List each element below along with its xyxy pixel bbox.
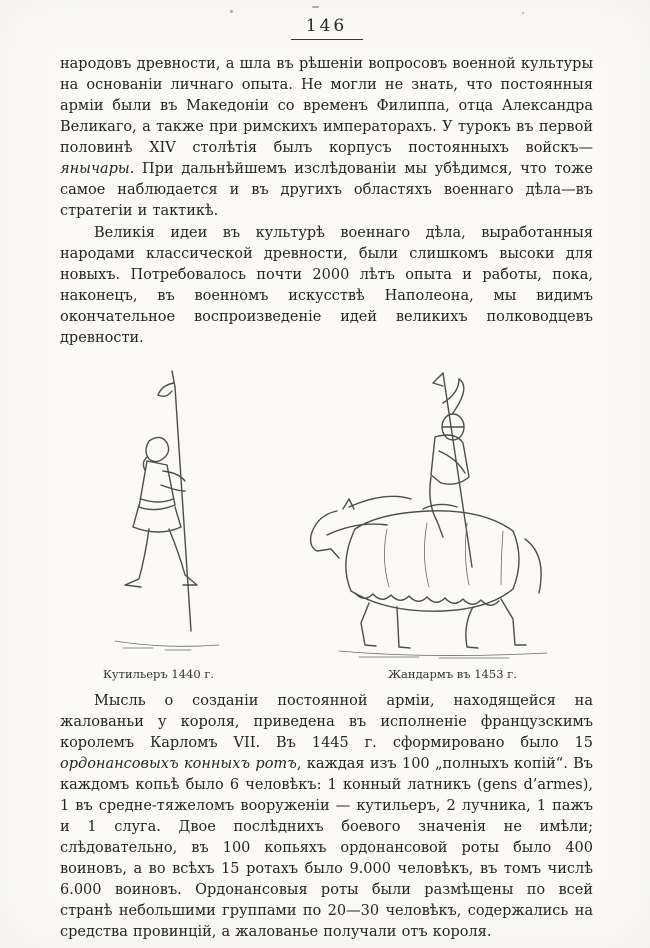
- paragraph-2: Великія идеи въ культурѣ военнаго дѣла, выработанныя народами классической древности, были слишкомъ высоки для новыхъ. Потребовалось почти 2000 лѣтъ опыта и работы, пока, наконецъ, въ военномъ искусствѣ Наполеона, мы видимъ окончательное воспроизведеніе идей великихъ полководцевъ древности.: [60, 225, 593, 346]
- gendarme-knight-drawing: [310, 373, 541, 648]
- paragraph-3: [60, 691, 593, 943]
- scan-speck: [522, 12, 524, 14]
- text-segment-italic: янычары: [60, 161, 130, 177]
- figure-caption-right: Жандармъ въ 1453 г.: [388, 667, 517, 681]
- page-header: [60, 16, 593, 40]
- text-segment: , каждая изъ 100 „полныхъ копій“. Въ каждомъ копьѣ было 6 человѣкъ: 1 конный латникъ (gens d’armes), 1 въ средне-тяжеломъ вооруженіи — кутильеръ, 2 лучника, 1 пажъ и 1 слуга. Двое послѣднихъ боевого значенія не имѣли; слѣдовательно, въ 100 копьяхъ ордонансовой роты было 400 воиновъ, а во всѣхъ 15 ротахъ было 9.000 человѣкъ, въ томъ числѣ 6.000 воиновъ. Ордонансовыя роты были размѣщены по всей странѣ небольшими группами по 20—30 человѣкъ, содержались на средства провинцій, а жалованье получали отъ короля.: [60, 756, 594, 940]
- left-ground-hatching: [115, 641, 219, 650]
- text-segment: . При дальнѣйшемъ изслѣдованіи мы убѣдимся, что тоже самое наблюдается и въ другихъ областяхъ военнаго дѣла—въ стратегіи и тактикѣ.: [60, 161, 593, 219]
- figure-caption-left: Кутильеръ 1440 г.: [102, 667, 215, 681]
- engraving-illustration: [87, 359, 567, 663]
- right-ground-hatching: [339, 651, 547, 658]
- illustration-figure: [60, 359, 593, 683]
- engraving-svg: [87, 359, 567, 659]
- scan-speck: [312, 6, 319, 8]
- text-segment: народовъ древности, а шла въ рѣшеніи вопросовъ военной культуры на основаніи личнаго опыта. Не могли не знать, что постоянныя арміи были въ Македоніи со временъ Филиппа, отца Александра Великаго, а также при римскихъ императорахъ. У турокъ въ первой половинѣ XIV столѣтія былъ корпусъ постоянныхъ войскъ—: [60, 56, 593, 156]
- page-text: [60, 54, 593, 943]
- text-segment-italic: ордонансовыхъ конныхъ ротъ: [60, 756, 297, 772]
- scan-speck: [230, 10, 233, 13]
- page-number-rule: [291, 39, 363, 40]
- paragraph-1: [60, 54, 593, 222]
- text-segment: Мысль о созданіи постоянной арміи, находящейся на жалованьи у короля, приведена въ исполненіе французскимъ королемъ Карломъ VII. Въ 1445 г. сформировано было 15: [60, 693, 593, 751]
- cutiller-footman-drawing: [125, 371, 197, 631]
- page-number: 146: [305, 16, 348, 36]
- figure-captions: [87, 667, 567, 683]
- armor-plate-hatching: [384, 523, 503, 587]
